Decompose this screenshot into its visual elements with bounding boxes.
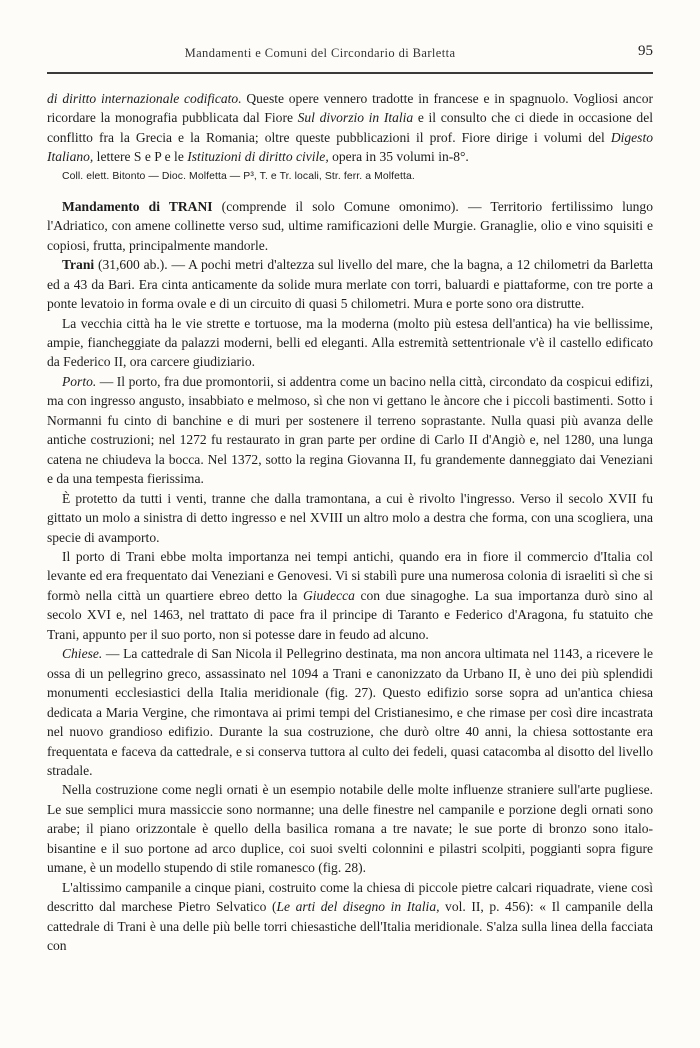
- paragraph-chiese: [47, 644, 653, 780]
- paragraph-protection: È protetto da tutti i venti, tranne che dalla tramontana, a cui è rivolto l'ingresso. Verso il secolo XVII fu gittato un molo a sinistra di detto ingresso e nel XVIII un altro molo a destra che forma, con una scogliera, una specie di avamporto.: [47, 490, 653, 545]
- text: opera in 35 volumi in-8°.: [328, 149, 469, 165]
- title-italic: Istituzioni di diritto civile,: [187, 149, 329, 165]
- paragraph-campanile: [47, 878, 653, 956]
- text: (31,600 ab.). — A pochi metri d'altezza sul livello del mare, che la bagna, a 12 chilometri da Barletta ed a 43 da Bari. Era cinta anticamente da solide mura merlate con torri, baluardi e piattaforme, con tre porte a ponte levatoio in forma ovale e di un circuito di quasi 5 chilometri. Mura e porte sono ora distrutte.: [47, 257, 653, 312]
- paragraph-old-city: La vecchia città ha le vie strette e tortuose, ma la moderna (molto più estesa dell'antica) ha vie bellissime, ampie, fiancheggiate da palazzi moderni, belli ed eleganti. Alla estremità settentrionale v'è il castello edificato da Federico II, ora carcere giudiziario.: [47, 315, 653, 370]
- term-italic: Giudecca: [303, 587, 355, 603]
- paragraph-porto: [47, 372, 653, 489]
- town-heading: Trani: [62, 257, 95, 273]
- text: Il porto di Trani ebbe molta importanza nei tempi antichi, quando era in fiore il commercio d'Italia col levante ed era frequentato dai Veneziani e Genovesi. Vi si stabilì pure una numerosa colonia di israeliti sì che si formò nella città un quartiere ebreo detto la: [47, 548, 653, 603]
- text: con due sinagoghe. La sua importanza durò sino al secolo XVI e, nel 1463, nel trattato di pace fra il principe di Taranto e Federico d'Aragona, fu statuito che Trani, appunto per il suo porto, non si potesse dare in feudo ad alcuno.: [47, 587, 653, 642]
- text: — Il porto, fra due promontorii, si addentra come un bacino nella città, circondato da cospicui edifizi, ma con ingresso angusto, insabbiato e melmoso, sì che non vi gettano le àncore che i piccoli bastimenti. Sotto i Normanni fu cinto di banchine e di muri per sostenere il terreno soprastante. Nulla quasi più avanza delle antiche costruzioni; nel 1272 fu restaurato in gran parte per ordine di Carlo II d'Angiò e, nel 1280, una lunga catena ne chiudeva la bocca. Nel 1372, sotto la regina Giovanna II, fu grandemente danneggiato dai Veneziani e da una tempesta fierissima.: [47, 373, 653, 487]
- title-italic: di diritto internazionale codificato.: [47, 91, 242, 106]
- text: (comprende il solo Comune omonimo). — Territorio fertilissimo lungo l'Adriatico, con amene collinette verso sud, ultime ramificazioni delle Murgie. Granaglie, olio e vino squisiti e copiosi, frutta, principalmente mandorle.: [47, 198, 653, 253]
- paragraph-trani: [47, 255, 653, 313]
- header-rule: [47, 72, 653, 74]
- paragraph-mandamento: [47, 197, 653, 255]
- text: e il consulto che ci diede in occasione del conflitto fra la Grecia e la Romania; oltre queste pubblicazioni il prof. Fiore dirige i volumi del: [47, 110, 653, 145]
- text: Queste opere vennero tradotte in francese e in spagnuolo. Vogliosi ancor ricordare la monografia pubblicata dal Fiore: [47, 91, 653, 126]
- title-italic: Le arti del disegno in Italia,: [276, 899, 440, 915]
- page-number: 95: [638, 43, 653, 59]
- text: — La cattedrale di San Nicola il Pellegrino destinata, ma non ancora ultimata nel 1143, a ricevere le ossa di un pellegrino greco, assassinato nel 1094 a Trani e canonizzato da Urbano II, è uno dei più splendidi monumenti ecclesiastici della Italia meridionale (fig. 27). Questo edifizio sorse sopra ad un'antica chiesa dedicata a Maria Vergine, che rimontava ai primi tempi del Cristianesimo, e che rimase per così dire incastrata nel nuovo grandioso edifizio. Durante la sua costruzione, che durò oltre 40 anni, la chiesa sottostante era frequentata e faceva da cattedrale, e si conserva tuttora al culto dei fedeli, quasi catacomba al disotto del livello stradale.: [47, 646, 653, 778]
- subheading-porto: Porto.: [62, 373, 97, 389]
- paragraph-influences: Nella costruzione come negli ornati è un esempio notabile delle molte influenze straniere sull'arte pugliese. Le sue semplici mura massiccie sono normanne; una delle finestre nel campanile e porzione degli ornati sono arabe; il piano orizzontale è quello della basilica romana a tre navate; le sue porte di bronzo sono italo-bisantine e il suo portone ad arco duplice, coi suoi svelti colonnini e pilastri scolpiti, poggianti sopra figure umane, è un modello stupendo di stile romanesco (fig. 28).: [47, 782, 653, 876]
- paragraph-fiore-works: [47, 89, 653, 167]
- page-body: [47, 89, 653, 955]
- text: lettere S e P e le: [93, 149, 188, 165]
- running-head: Mandamenti e Comuni del Circondario di Barletta: [184, 46, 456, 60]
- page-header: [47, 43, 653, 72]
- title-italic: Sul divorzio in Italia: [297, 110, 414, 126]
- admin-note: Coll. elett. Bitonto — Dioc. Molfetta — P³, T. e Tr. locali, Str. ferr. a Molfetta.: [62, 170, 415, 182]
- title-italic: Digesto Italiano,: [47, 129, 653, 165]
- subheading-chiese: Chiese.: [62, 646, 103, 662]
- text: vol. II, p. 456): « Il campanile della cattedrale di Trani è una delle più belle torri chiesastiche dell'Italia meridionale. S'alza sulla linea della facciata con: [47, 899, 653, 954]
- section-heading: Mandamento di TRANI: [62, 198, 213, 214]
- text: L'altissimo campanile a cinque piani, costruito come la chiesa di piccole pietre calcari riquadrate, viene così descritto dal marchese Pietro Selvatico (: [47, 879, 653, 915]
- paragraph-port-history: [47, 547, 653, 644]
